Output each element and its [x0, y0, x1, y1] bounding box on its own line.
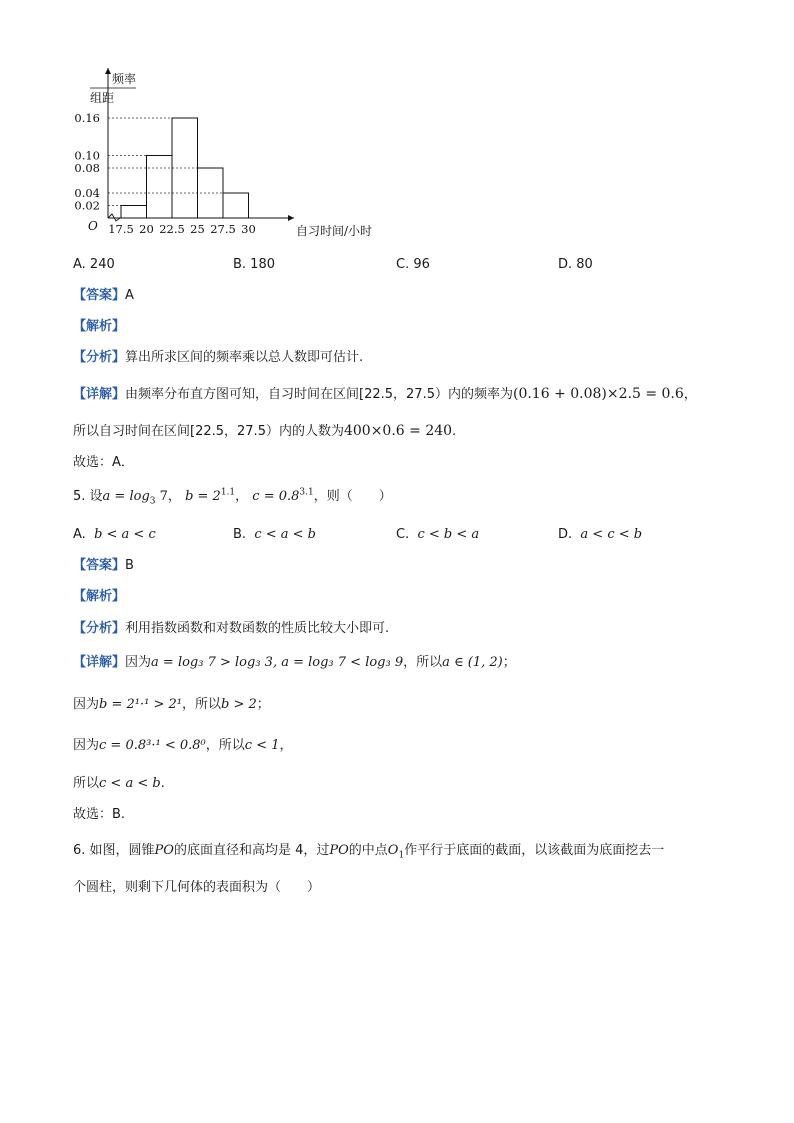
q5-detail-line-4 [73, 777, 165, 790]
q5-option-b [233, 528, 316, 541]
stem-text: 的底面直径和高均是 4，过 [173, 843, 330, 858]
q5-stem [73, 487, 392, 507]
histogram-bar [121, 206, 147, 219]
fenxi-tag: 【分析】 [73, 621, 126, 636]
fenxi-text: 算出所求区间的频率乘以总人数即可估计. [125, 350, 364, 365]
detail-text: ，所以 [403, 655, 443, 670]
detail-text: 由频率分布直方图可知，自习时间在区间[22.5，27.5）内的频率为 [125, 387, 513, 402]
detail-punct: ； [502, 655, 516, 670]
detail-text: 所以 [73, 776, 100, 791]
detail-punct: ； [256, 697, 270, 712]
detail-math: (0.16 + 0.08)×2.5 = 0.6 [512, 386, 684, 402]
fenxi-text: 利用指数函数和对数函数的性质比较大小即可. [125, 621, 390, 636]
sep: ， [167, 489, 181, 504]
q5-choose: 故选：B. [73, 807, 126, 822]
q5-option-d [558, 528, 642, 541]
stem-text: 6. 如图，圆锥 [73, 843, 155, 858]
y-tick-label: 0.08 [74, 161, 100, 175]
histogram-bar [147, 156, 173, 219]
math-c: c = 0.8 [252, 489, 300, 504]
detail-math: b > 2 [220, 697, 257, 712]
detail-math: a = log₃ 7 > log₃ 3, a = log₃ 7 < log₃ 9 [151, 655, 404, 670]
detail-text: ，所以 [181, 697, 221, 712]
option-expr: b < a < c [94, 527, 156, 542]
question-number: 5. 设 [73, 489, 103, 504]
math-a: a = log [102, 489, 150, 504]
detail-tag: 【详解】 [73, 387, 126, 402]
math-b: b = 2 [185, 489, 221, 504]
histogram-svg [62, 60, 373, 250]
math-a-tail: 7 [155, 489, 168, 504]
x-axis-label: 自习时间/小时 [296, 224, 373, 238]
math-po: PO [329, 843, 349, 858]
math-po: PO [154, 843, 174, 858]
detail-tag: 【详解】 [73, 655, 126, 670]
option-expr: a < c < b [580, 527, 643, 542]
detail-math: c = 0.8³·¹ < 0.8⁰ [99, 738, 206, 753]
q6-stem-line-1 [73, 843, 665, 861]
option-label: A. [73, 527, 86, 542]
histogram-figure [62, 60, 373, 250]
q4-option-a: A. 240 [73, 257, 115, 272]
histogram-bar [223, 193, 249, 218]
detail-math: a ∈ (1, 2) [442, 655, 503, 670]
analysis-tag: 【解析】 [73, 589, 126, 604]
option-expr: c < a < b [254, 527, 316, 542]
sep: ， [235, 489, 249, 504]
q4-option-c: C. 96 [396, 257, 430, 272]
x-tick-label: 17.5 [108, 222, 134, 236]
y-tick-label: 0.16 [74, 111, 100, 125]
detail-text: ，所以 [205, 738, 245, 753]
option-label: C. [396, 527, 410, 542]
x-tick-label: 25 [190, 222, 205, 236]
detail-text: 因为 [73, 738, 100, 753]
x-tick-label: 30 [241, 222, 256, 236]
answer-tag: 【答案】 [73, 288, 126, 303]
q5-fenxi-line [73, 622, 389, 635]
q4-fenxi-line [73, 351, 363, 364]
q4-answer-line [73, 289, 134, 302]
detail-punct: ， [683, 387, 697, 402]
q5-detail-line-1 [73, 656, 516, 669]
q5-detail-line-2 [73, 698, 270, 711]
q4-choose: 故选：A． [73, 455, 134, 470]
answer-tag: 【答案】 [73, 558, 126, 573]
q4-option-b: B. 180 [233, 257, 275, 272]
detail-math: c < a < b [99, 776, 161, 791]
q5-option-a [73, 528, 156, 541]
detail-punct: . [160, 776, 165, 791]
fenxi-tag: 【分析】 [73, 350, 126, 365]
q4-detail-line-1 [73, 387, 697, 401]
y-axis-label-bottom: 组距 [90, 91, 115, 105]
q6-stem-line-2: 个圆柱，则剩下几何体的表面积为（ ） [73, 880, 321, 895]
math-sub: 3 [149, 496, 156, 507]
q5-answer-line [73, 559, 134, 572]
q4-detail-line-2 [73, 424, 456, 438]
x-tick-label: 22.5 [159, 222, 185, 236]
answer-value: A [125, 288, 134, 303]
detail-math: c < 1 [244, 738, 280, 753]
answer-value: B [125, 558, 134, 573]
stem-text: 的中点 [348, 843, 388, 858]
detail-punct: ， [279, 738, 293, 753]
math-o1: O [387, 843, 399, 858]
option-label: D. [558, 527, 573, 542]
detail-punct: . [452, 424, 457, 439]
q5-detail-line-3 [73, 739, 292, 752]
detail-math: b = 2¹·¹ > 2¹ [99, 697, 182, 712]
y-tick-label: 0.04 [74, 186, 100, 200]
analysis-tag: 【解析】 [73, 319, 126, 334]
detail-math: 400×0.6 = 240 [343, 423, 453, 439]
math-sup: 1.1 [220, 487, 236, 498]
stem-text: 作平行于底面的截面，以该截面为底面挖去一 [404, 843, 665, 858]
option-expr: c < b < a [417, 527, 480, 542]
y-axis-label-top: 频率 [112, 72, 137, 86]
detail-text: 因为 [125, 655, 152, 670]
y-tick-label: 0.02 [74, 198, 100, 213]
stem-end: ，则（ ） [313, 489, 392, 504]
option-label: B. [233, 527, 247, 542]
y-tick-label: 0.10 [74, 148, 100, 163]
detail-text: 因为 [73, 697, 100, 712]
math-sup: 3.1 [299, 487, 314, 498]
math-sub: 1 [398, 850, 405, 861]
x-tick-label: 20 [139, 222, 154, 236]
q4-option-d: D. 80 [558, 257, 593, 272]
x-tick-label: 27.5 [210, 222, 236, 236]
detail-text: 所以自习时间在区间[22.5，27.5）内的人数为 [73, 424, 344, 439]
q5-option-c [396, 528, 479, 541]
origin-label: O [88, 219, 98, 233]
